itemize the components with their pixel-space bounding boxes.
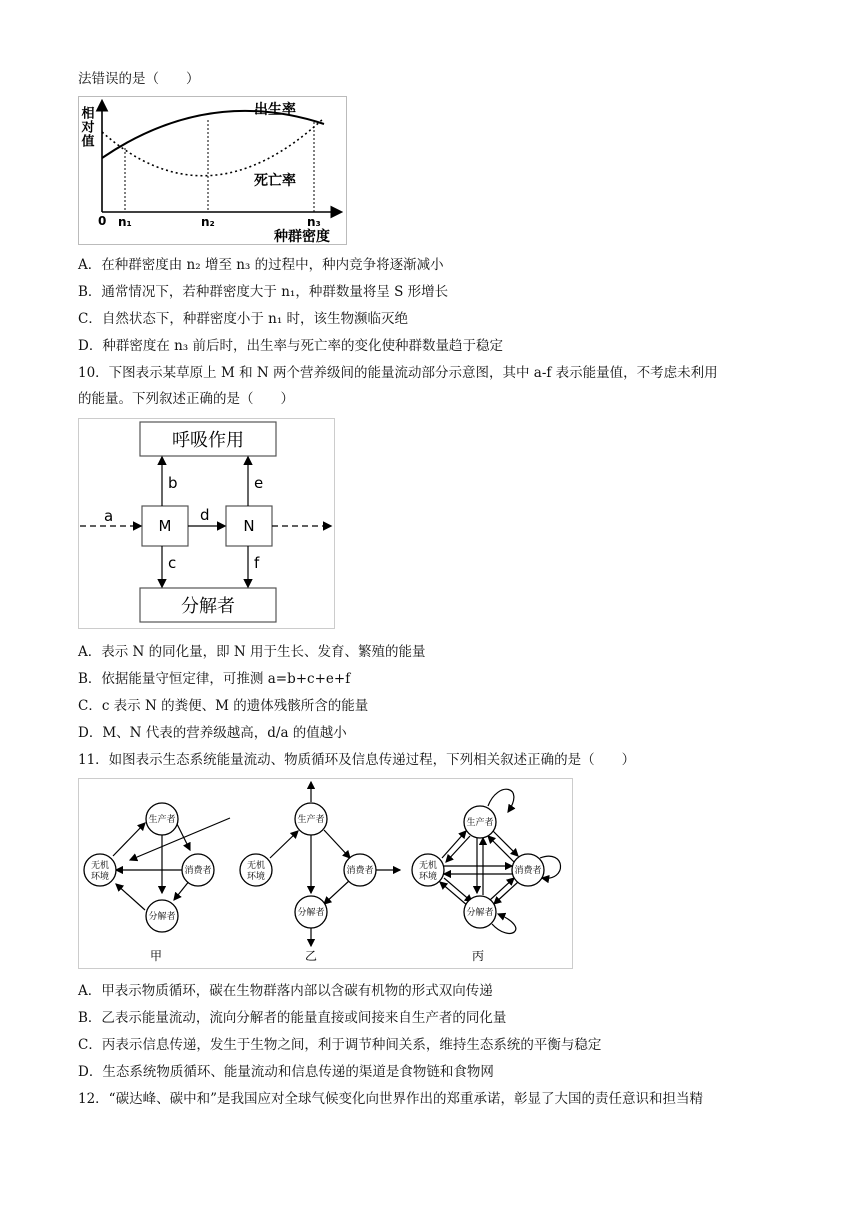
x-axis-label: 种群密度: [274, 229, 330, 245]
death-rate-label: 死亡率: [254, 173, 296, 189]
birth-death-rate-graph: [78, 96, 348, 246]
respiration-label: 呼吸作用: [172, 430, 244, 451]
q11-option-d: D．生态系统物质循环、能量流动和信息传递的渠道是食物链和食物网: [78, 1064, 494, 1080]
yi-abiotic-1: 无机: [246, 861, 266, 871]
q11-option-c: C．丙表示信息传递，发生于生物之间，利于调节种间关系，维持生态系统的平衡与稳定: [78, 1037, 602, 1053]
label-yi: 乙: [305, 949, 318, 963]
yi-abiotic-2: 环境: [246, 872, 266, 882]
ecosystem-process-diagrams: [78, 778, 574, 970]
jia-decomposer: 分解者: [148, 912, 176, 922]
label-jia: 甲: [150, 949, 163, 963]
bing-decomposer: 分解者: [466, 908, 494, 918]
q10-option-c: C．c 表示 N 的粪便、M 的遗体残骸所含的能量: [78, 698, 369, 714]
birth-rate-label: 出生率: [254, 102, 296, 118]
q10-option-b: B．依据能量守恒定律，可推测 a=b+c+e+f: [78, 671, 351, 687]
death-rate-curve: [102, 118, 324, 176]
decomposer-label: 分解者: [181, 596, 235, 617]
jia-producer: 生产者: [148, 815, 176, 825]
bing-abiotic-1: 无机: [418, 861, 438, 871]
n3-label: n₃: [307, 215, 321, 229]
q9-option-b: B．通常情况下，若种群密度大于 n₁，种群数量将呈 S 形增长: [78, 284, 449, 300]
label-b: b: [168, 474, 178, 492]
label-a: a: [104, 507, 114, 525]
n-label: N: [243, 517, 255, 535]
q10-option-d: D．M、N 代表的营养级越高，d/a 的值越小: [78, 725, 347, 741]
q9-option-a: A．在种群密度由 n₂ 增至 n₃ 的过程中，种内竞争将逐渐减小: [78, 257, 444, 273]
q10-stem-line2: 的能量。下列叙述正确的是（ ）: [78, 391, 294, 407]
yi-producer: 生产者: [297, 815, 325, 825]
diagram-jia: [84, 803, 230, 963]
jia-abiotic-1: 无机: [90, 861, 110, 871]
q11-option-b: B．乙表示能量流动，流向分解者的能量直接或间接来自生产者的同化量: [78, 1010, 507, 1026]
bing-consumer: 消费者: [514, 866, 542, 876]
origin-label: 0: [98, 214, 107, 228]
bing-abiotic-2: 环境: [418, 872, 438, 882]
n1-label: n₁: [118, 215, 132, 229]
label-d: d: [200, 506, 210, 524]
label-bing: 丙: [472, 949, 485, 963]
q11-option-a: A．甲表示物质循环，碳在生物群落内部以含碳有机物的形式双向传递: [78, 983, 493, 999]
q12-stem: 12．“碳达峰、碳中和”是我国应对全球气候变化向世界作出的郑重承诺，彰显了大国的责任意识和担当精: [78, 1091, 703, 1107]
q9-option-c: C．自然状态下，种群密度小于 n₁ 时，该生物濒临灭绝: [78, 311, 409, 327]
q11-stem: 11．如图表示生态系统能量流动、物质循环及信息传递过程，下列相关叙述正确的是（ ）: [78, 752, 636, 768]
yi-decomposer: 分解者: [297, 908, 325, 918]
q10-option-a: A．表示 N 的同化量，即 N 用于生长、发育、繁殖的能量: [78, 644, 426, 660]
jia-consumer: 消费者: [184, 866, 212, 876]
q9-stem-tail: 法错误的是（ ）: [78, 71, 200, 87]
diagram-bing: [412, 789, 561, 963]
q10-stem-line1: 10．下图表示某草原上 M 和 N 两个营养级间的能量流动部分示意图，其中 a-f 表示能量值，不考虑未利用: [78, 365, 718, 381]
jia-abiotic-2: 环境: [90, 872, 110, 882]
label-f: f: [254, 554, 260, 572]
y-axis-label: 相对值: [78, 106, 94, 148]
yi-consumer: 消费者: [346, 866, 374, 876]
bing-producer: 生产者: [466, 818, 494, 828]
diagram-yi: [240, 782, 400, 963]
energy-flow-diagram: [78, 418, 338, 630]
n2-label: n₂: [201, 215, 215, 229]
m-label: M: [158, 517, 172, 535]
label-c: c: [168, 554, 177, 572]
q9-option-d: D．种群密度在 n₃ 前后时，出生率与死亡率的变化使种群数量趋于稳定: [78, 338, 504, 354]
label-e: e: [254, 474, 264, 492]
